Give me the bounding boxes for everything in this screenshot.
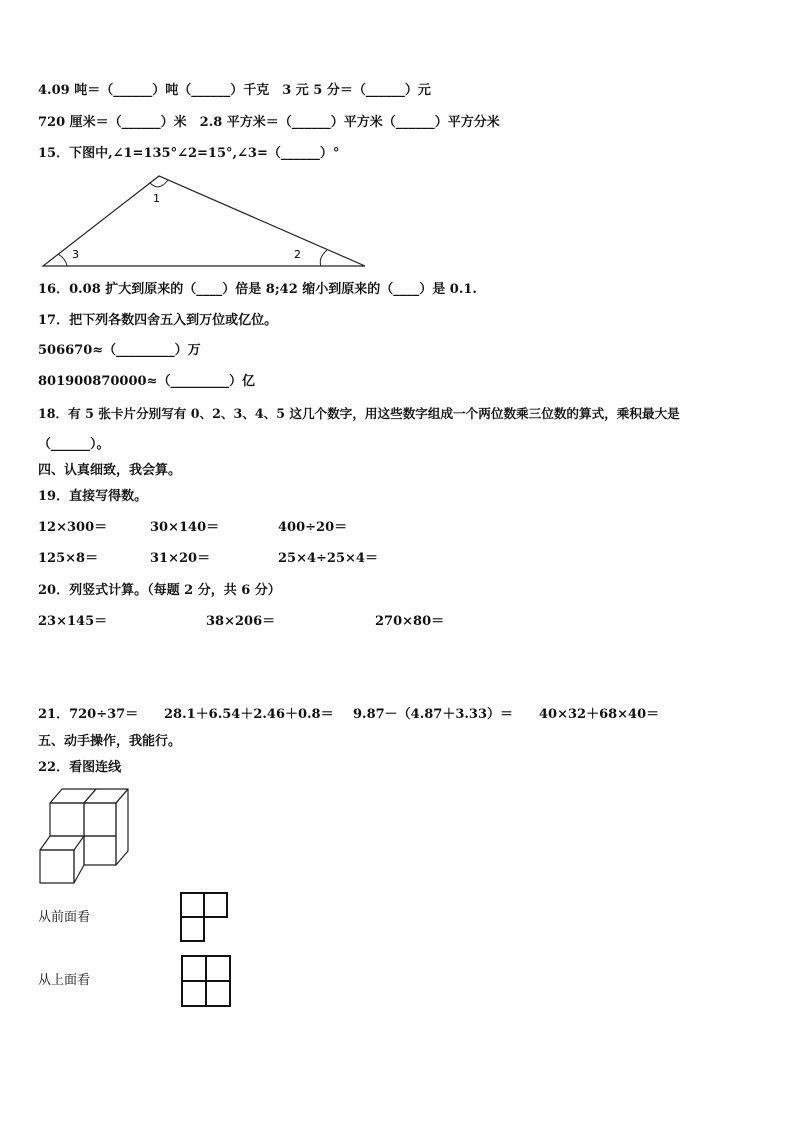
q19-r1c2: 30×140＝ [150, 520, 220, 535]
section5-title: 五、动手操作，我能行。 [38, 734, 182, 749]
q20-title: 20．列竖式计算。（每题 2 分，共 6 分） [38, 583, 281, 598]
q17-title: 17．把下列各数四舍五入到万位或亿位。 [38, 313, 278, 328]
q20-item3: 270×80＝ [375, 614, 445, 629]
q17-line1: 506670≈（_________）万 [38, 343, 201, 358]
q21-item2: 28.1＋6.54＋2.46＋0.8＝ [164, 707, 334, 722]
q21-item4: 40×32＋68×40＝ [539, 707, 660, 722]
q18-line1: 18．有 5 张卡片分别写有 0、2、3、4、5 这几个数字，用这些数字组成一个两位数乘三位数的算式，乘积最大是 [38, 406, 680, 421]
q21-item3: 9.87－（4.87＋3.33）＝ [353, 707, 513, 722]
q20-item2: 38×206＝ [206, 614, 276, 629]
angle-3-label: 3 [72, 248, 79, 261]
q17-line2: 801900870000≈（_________）亿 [38, 374, 255, 389]
q19-r1c1: 12×300＝ [38, 520, 108, 535]
q19-r2c1: 125×8＝ [38, 551, 99, 566]
q19-r1c3: 400÷20＝ [278, 520, 348, 535]
q22-view-front-label: 从前面看 [38, 910, 91, 925]
q19-title: 19．直接写得数。 [38, 489, 148, 504]
q22-title: 22．看图连线 [38, 760, 122, 775]
q16-text: 16．0.08 扩大到原来的（____）倍是 8;42 缩小到原来的（____）是 0.1. [38, 282, 477, 297]
q21-item1: 21．720÷37＝ [38, 707, 139, 722]
q15-text: 15．下图中,∠1=135°∠2=15°,∠3=（______）° [38, 146, 340, 161]
angle-2-label: 2 [294, 248, 301, 261]
q20-item1: 23×145＝ [38, 614, 108, 629]
q19-r2c2: 31×20＝ [150, 551, 211, 566]
q14-line2: 720 厘米＝（______）米 2.8 平方米＝（______）平方米（______）平方分米 [38, 115, 500, 130]
section4-title: 四、认真细致，我会算。 [38, 463, 182, 478]
angle-1-label: 1 [153, 192, 160, 205]
q19-r2c3: 25×4÷25×4＝ [278, 551, 378, 566]
q14-line1: 4.09 吨＝（______）吨（______）千克 3 元 5 分＝（______）元 [38, 83, 431, 98]
q18-line2: （______）。 [38, 437, 110, 452]
q22-view-top-label: 从上面看 [38, 973, 91, 988]
